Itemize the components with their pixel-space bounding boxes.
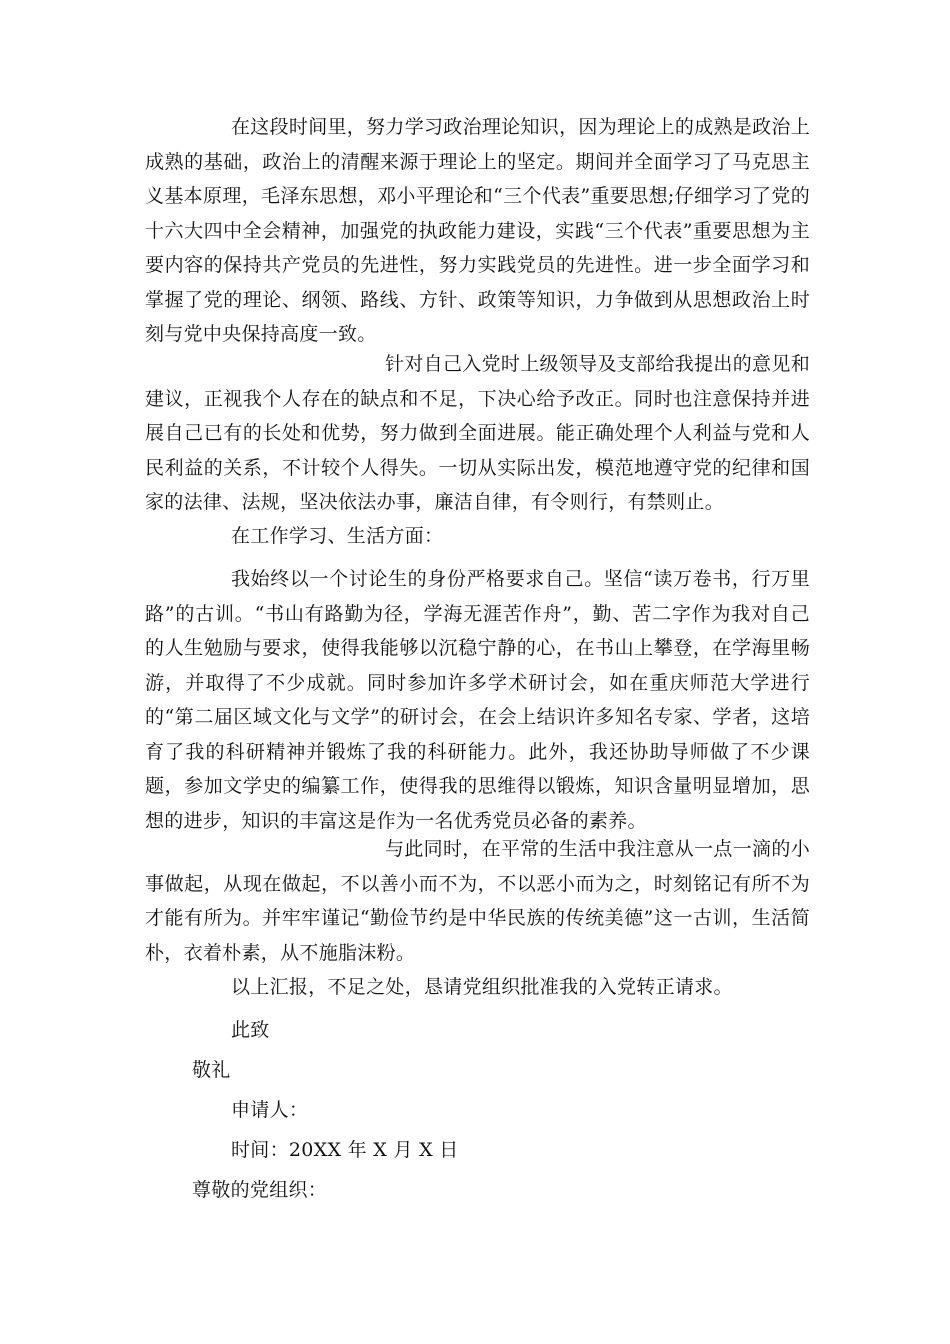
next-greeting-line: 尊敬的党组织： — [192, 1179, 328, 1201]
paragraph-theory-study: 在这段时间里，努力学习政治理论知识，因为理论上的成熟是政治上成熟的基础，政治上的清醒来源于理论上的坚定。期间并全面学习了马克思主义基本原理，毛泽东思想，邓小平理论和“三个代表”重要思想;仔细学习了党的十六大四中全会精神，加强党的执政能力建设，实践“三个代表”重要思想为主要内容的保持共产党员的先进性，努力实践党员的先进性。进一步全面学习和掌握了党的理论、纲领、路线、方针、政策等知识，力争做到从思想政治上时刻与党中央保持高度一致。 — [145, 116, 811, 345]
paragraph-conclusion: 以上汇报，不足之处，恳请党组织批准我的入党转正请求。 — [231, 976, 733, 998]
paragraph-work-study-heading: 在工作学习、生活方面： — [231, 525, 444, 547]
paragraph-student-life: 我始终以一个讨论生的身份严格要求自己。坚信“读万卷书，行万里路”的古训。“书山有路勤为径，学海无涯苦作舟”，勤、苦二字作为我对自己的人生勉励与要求，使得我能够以沉稳宁静的心，在书山上攀登，在学海里畅游，并取得了不少成就。同时参加许多学术研讨会，如在重庆师范大学进行的“第二届区域文化与文学”的研讨会，在会上结识许多知名专家、学者，这培育了我的科研精神并锻炼了我的科研能力。此外，我还协助导师做了不少课题，参加文学史的编纂工作，使得我的思维得以锻炼，知识含量明显增加，思想的进步，知识的丰富这是作为一名优秀党员必备的素养。 — [145, 568, 810, 832]
paragraph-self-improvement: 针对自己入党时上级领导及支部给我提出的意见和建议，正视我个人存在的缺点和不足，下决心给予改正。同时也注意保持并进展自己已有的长处和优势，努力做到全面进展。能正确处理个人利益与党和人民利益的关系，不计较个人得失。一切从实际出发，模范地遵守党的纪律和国家的法律、法规，坚决依法办事，廉洁自律，有令则行，有禁则止。 — [145, 353, 810, 513]
paragraph-daily-life: 与此同时，在平常的生活中我注意从一点一滴的小事做起，从现在做起，不以善小而不为，不以恶小而为之，时刻铭记有所不为才能有所为。并牢牢谨记“勤俭节约是中华民族的传统美德”这一古训，生活简朴，衣着朴素，从不施脂沫粉。 — [145, 838, 810, 964]
closing-line: 此致 — [231, 1019, 270, 1041]
applicant-line: 申请人： — [231, 1099, 309, 1121]
date-line: 时间：20XX 年 X 月 X 日 — [231, 1139, 459, 1161]
salute-line: 敬礼 — [192, 1059, 231, 1081]
